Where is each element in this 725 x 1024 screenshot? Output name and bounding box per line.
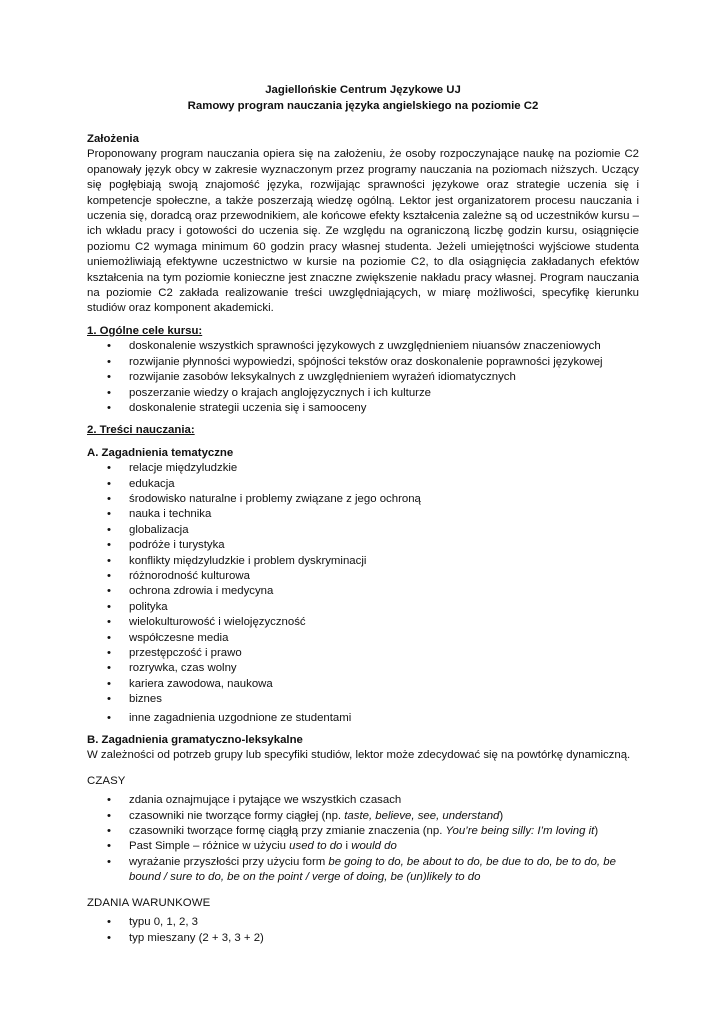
list-item: • poszerzanie wiedzy o krajach anglojęzycznych i ich kulturze <box>87 386 639 401</box>
bullet-icon: • <box>107 462 111 475</box>
bullet-icon: • <box>107 647 111 659</box>
list-item: • zdania oznajmujące i pytające we wszystkich czasach <box>87 793 639 808</box>
bullet-icon: • <box>107 371 111 384</box>
bullet-icon: • <box>107 386 111 399</box>
list-item: • czasowniki tworzące formę ciągłą przy zmianie znaczenia (np. You’re being silly: I’m loving it) <box>87 824 639 839</box>
list-item: • przestępczość i prawo <box>87 646 639 661</box>
bullet-icon: • <box>107 711 111 724</box>
bullet-icon: • <box>107 355 111 368</box>
bullet-icon: • <box>107 794 111 807</box>
list-item: • edukacja <box>87 477 639 492</box>
bullet-icon: • <box>107 855 111 868</box>
czasy-list <box>87 793 639 885</box>
document-content <box>87 80 639 946</box>
cele-list <box>87 339 639 416</box>
bullet-icon: • <box>107 492 111 505</box>
list-item: • rozwijanie zasobów leksykalnych z uwzględnieniem wyrażeń idiomatycznych <box>87 370 639 385</box>
list-item: • nauka i technika <box>87 507 639 522</box>
bullet-icon: • <box>107 539 111 552</box>
bullet-icon: • <box>107 662 111 675</box>
cele-heading: 1. Ogólne cele kursu: <box>87 324 203 337</box>
list-item: • rozrywka, czas wolny <box>87 661 639 676</box>
bullet-icon: • <box>107 569 111 582</box>
bullet-icon: • <box>107 477 111 490</box>
list-item: • relacje międzyludzkie <box>87 461 639 476</box>
bullet-icon: • <box>107 508 111 521</box>
bullet-icon: • <box>107 631 111 644</box>
bullet-icon: • <box>107 677 111 690</box>
bullet-icon: • <box>107 931 111 944</box>
warunkowe-list <box>87 915 639 946</box>
list-item: • inne zagadnienia uzgodnione ze studentami <box>87 711 639 726</box>
bullet-icon: • <box>107 809 111 822</box>
list-item: • rozwijanie płynności wypowiedzi, spójności tekstów oraz doskonalenie poprawności językowej <box>87 355 639 370</box>
bullet-icon: • <box>107 401 111 414</box>
list-item: • współczesne media <box>87 631 639 646</box>
czasy-heading: CZASY <box>87 774 126 787</box>
list-item: • kariera zawodowa, naukowa <box>87 677 639 692</box>
list-item: • doskonalenie wszystkich sprawności językowych z uwzględnieniem niuansów znaczeniowych <box>87 339 639 354</box>
bullet-icon: • <box>107 600 111 613</box>
list-item: • środowisko naturalne i problemy związane z jego ochroną <box>87 492 639 507</box>
zalozenia-paragraph: Proponowany program nauczania opiera się na założeniu, że osoby rozpoczynające naukę na poziomie C2 opanowały język obcy w zakresie wyznaczonym przez programy nauczania na poziomach niższych. Uczący się pogłębiają swoją znajomość języka, rozwijając sprawności językowe oraz strategie uczenia się i kompetencje społeczne, a także poszerzają wiedzę ogólną. Lektor jest organizatorem procesu nauczania i uczenia się, doradcą oraz przewodnikiem, ale końcowe efekty kształcenia zależne są od uczestników kursu – ich wkładu pracy i gotowości do uczenia się. Ze względu na ograniczoną liczbę godzin kursu, osiągnięcie poziomu C2 wymaga minimum 60 godzin pracy własnej studenta. Jeżeli umiejętności wyjściowe studenta uniemożliwiają efektywne uczestnictwo w kursie na poziomie C2, to dla osiągnięcia zakładanych efektów kształcenia na tym poziomie konieczne jest znaczne zwiększenie nakładu pracy własnej. Program nauczania na poziomie C2 zakłada realizowanie treści uwzględniających, w miarę możliwości, specyfikę kierunku studiów oraz komponent akademicki. <box>87 148 639 315</box>
list-item: • wielokulturowość i wielojęzyczność <box>87 615 639 630</box>
bullet-icon: • <box>107 585 111 598</box>
list-item: • podróże i turystyka <box>87 538 639 553</box>
bullet-icon: • <box>107 840 111 853</box>
list-item: • konflikty międzyludzkie i problem dyskryminacji <box>87 554 639 569</box>
bullet-icon: • <box>107 523 111 536</box>
list-item: • Past Simple – różnice w użyciu used to do i would do <box>87 839 639 854</box>
institution-title: Jagiellońskie Centrum Językowe UJ <box>265 84 461 96</box>
bullet-icon: • <box>107 554 111 567</box>
tresci-heading: 2. Treści nauczania: <box>87 424 195 437</box>
gramatyczne-heading: B. Zagadnienia gramatyczno-leksykalne <box>87 734 303 747</box>
list-item: • polityka <box>87 600 639 615</box>
list-item: • ochrona zdrowia i medycyna <box>87 584 639 599</box>
list-item: • wyrażanie przyszłości przy użyciu form be going to do, be about to do, be due to do, be to do, be bound / sure to do, be on the point / verge of doing, be (un)likely to do <box>107 855 616 884</box>
tematyczne-heading: A. Zagadnienia tematyczne <box>87 446 234 459</box>
list-item: • typ mieszany (2 + 3, 3 + 2) <box>87 931 639 946</box>
list-item: • doskonalenie strategii uczenia się i samooceny <box>87 401 639 416</box>
warunkowe-heading: ZDANIA WARUNKOWE <box>87 896 211 909</box>
gramatyczne-intro: W zależności od potrzeb grupy lub specyfiki studiów, lektor może zdecydować się na powtórkę dynamiczną. <box>87 749 631 762</box>
program-title: Ramowy program nauczania języka angielskiego na poziomie C2 <box>187 100 539 112</box>
list-item: • globalizacja <box>87 523 639 538</box>
zalozenia-heading: Założenia <box>87 133 139 145</box>
list-item: • biznes <box>87 692 639 707</box>
list-item: • typu 0, 1, 2, 3 <box>87 915 639 930</box>
bullet-icon: • <box>107 340 111 353</box>
bullet-icon: • <box>107 825 111 838</box>
tematyczne-list <box>87 461 639 726</box>
list-item: • różnorodność kulturowa <box>87 569 639 584</box>
bullet-icon: • <box>107 693 111 706</box>
bullet-icon: • <box>107 916 111 929</box>
list-item: • czasowniki nie tworzące formy ciągłej (np. taste, believe, see, understand) <box>87 809 639 824</box>
bullet-icon: • <box>107 616 111 629</box>
